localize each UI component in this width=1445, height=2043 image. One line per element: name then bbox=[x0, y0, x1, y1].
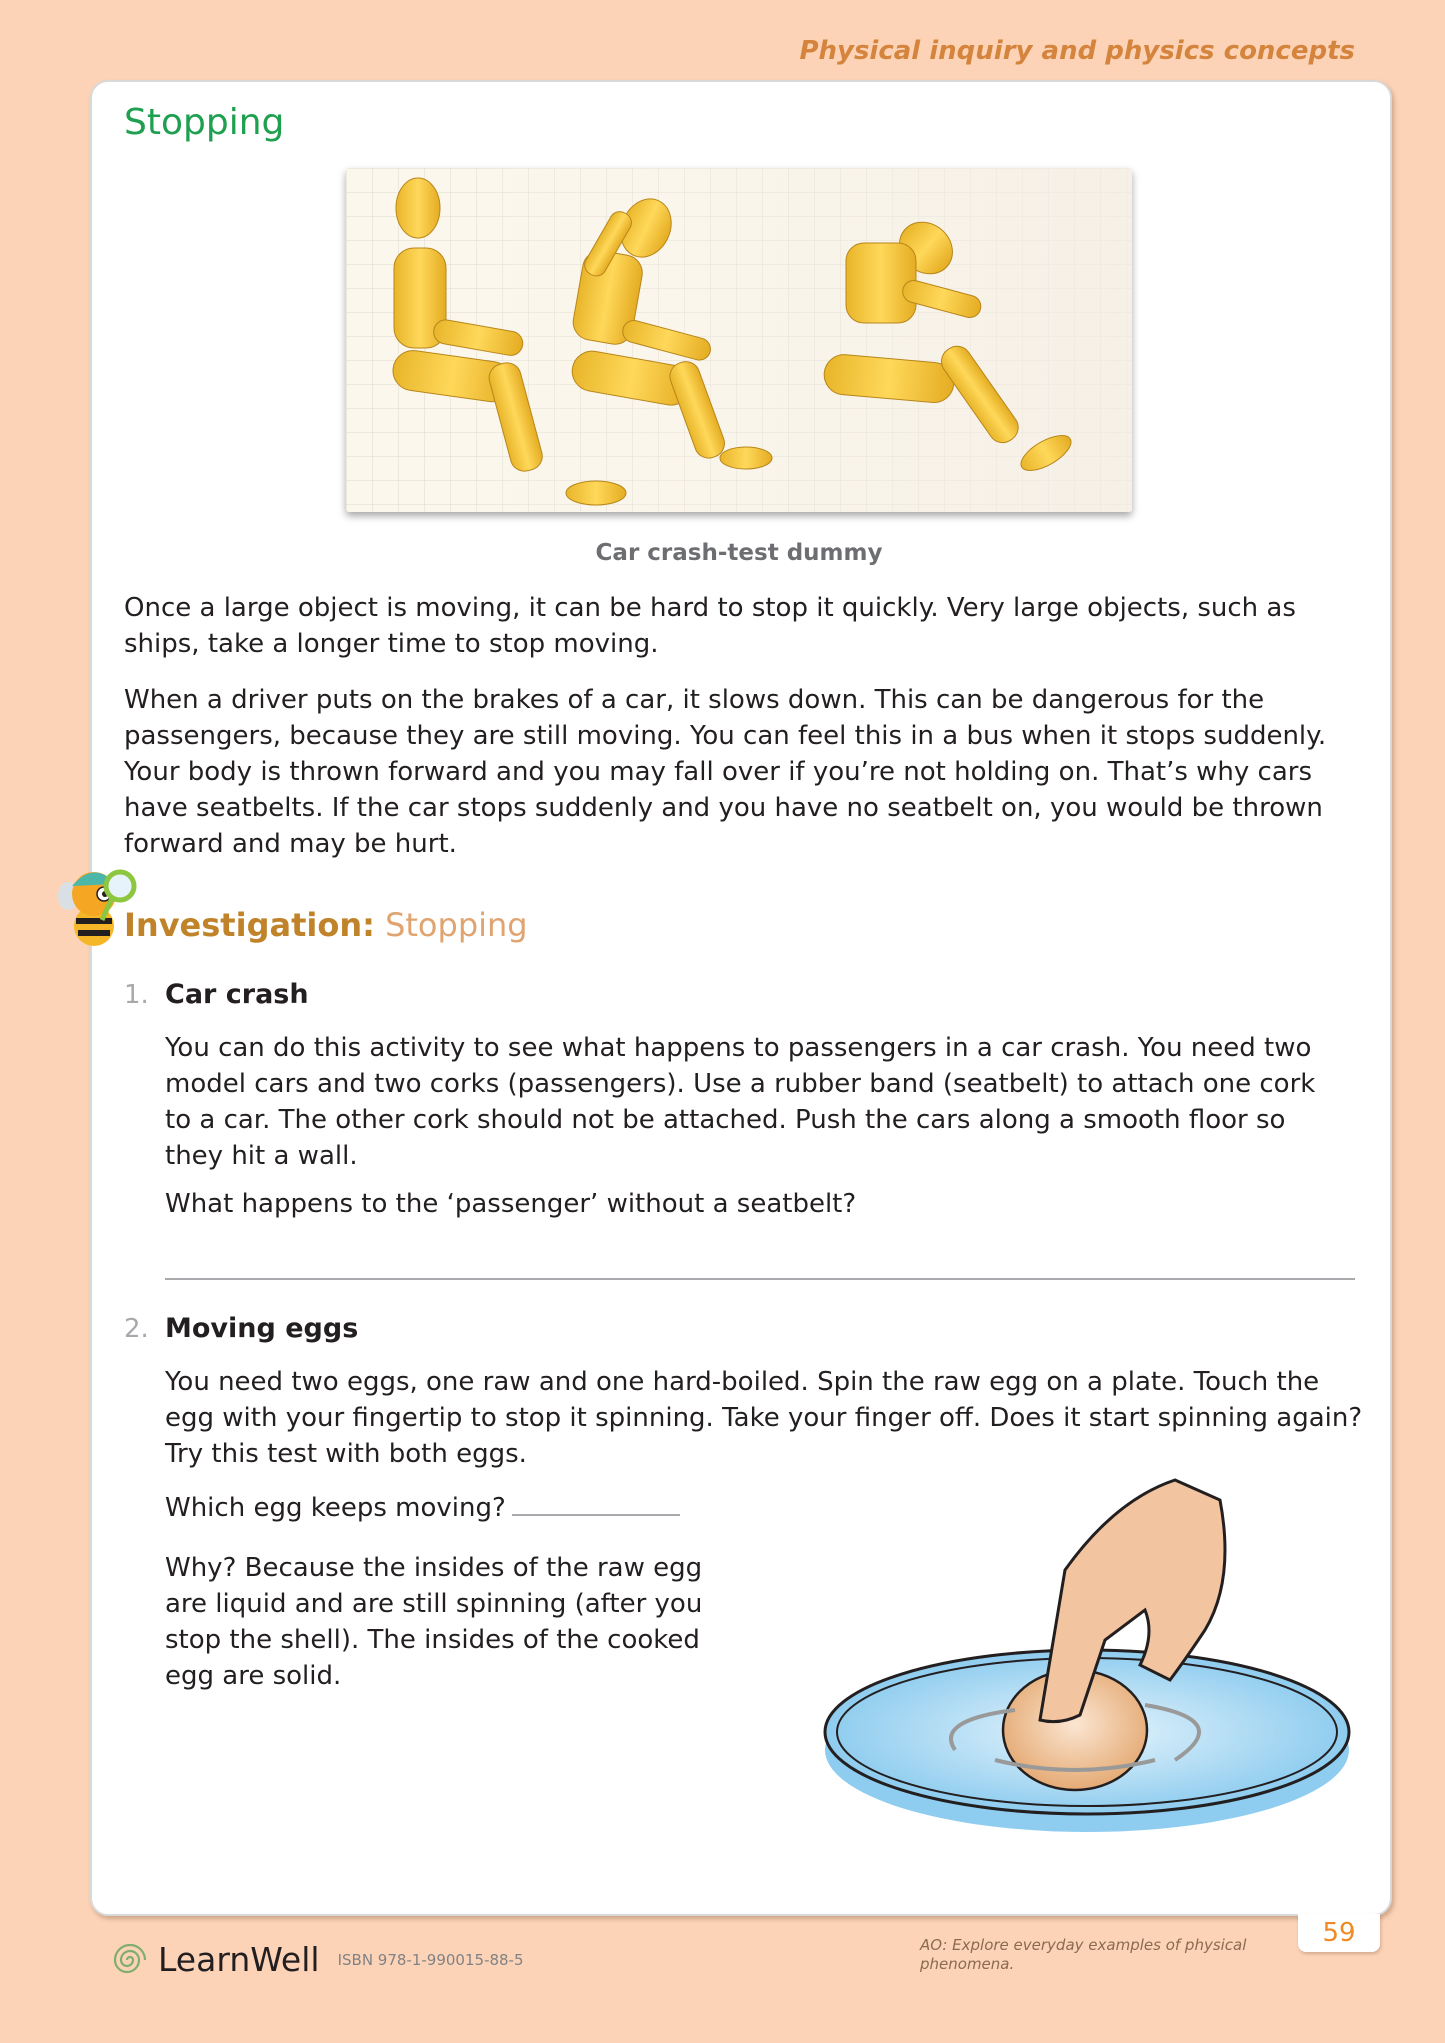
answer-line[interactable] bbox=[165, 1278, 1355, 1280]
investigation-topic: Stopping bbox=[385, 906, 528, 944]
spiral-logo-icon bbox=[112, 1942, 148, 1978]
paragraph-1: Once a large object is moving, it can be hard to stop it quickly. Very large objects, such as ships, take a longer time to stop moving. bbox=[124, 593, 1296, 659]
finger-spinning-egg-icon bbox=[815, 1460, 1375, 1840]
question-text: Which egg keeps moving? bbox=[165, 1493, 506, 1523]
footer-logo bbox=[112, 1940, 524, 1979]
assessment-objective: AO: Explore everyday examples of physical phenomena. bbox=[920, 1936, 1247, 1973]
question-car-crash: What happens to the ‘passenger’ without a seatbelt? bbox=[165, 1189, 857, 1219]
chapter-title: Physical inquiry and physics concepts bbox=[799, 36, 1355, 66]
investigation-heading bbox=[124, 906, 528, 944]
item-title-moving-eggs: Moving eggs bbox=[165, 1313, 359, 1344]
question-moving-eggs bbox=[165, 1490, 680, 1526]
figure-caption: Car crash-test dummy bbox=[595, 540, 883, 566]
page-number: 59 bbox=[1298, 1914, 1380, 1952]
investigation-label: Investigation: bbox=[124, 906, 375, 944]
answer-blank[interactable] bbox=[512, 1514, 680, 1516]
item-number: 1. bbox=[124, 980, 149, 1010]
item-body-moving-eggs: You need two eggs, one raw and one hard-boiled. Spin the raw egg on a plate. Touch the egg with your fingertip to stop it spinning. Take your finger off. Does it start spinning again? Try this test with both eggs. bbox=[165, 1367, 1363, 1469]
item-title-car-crash: Car crash bbox=[165, 979, 309, 1010]
isbn: ISBN 978-1-990015-88-5 bbox=[337, 1950, 524, 1969]
brand-name: LearnWell bbox=[158, 1940, 320, 1979]
crash-test-dummies-illustration bbox=[346, 168, 1132, 512]
paragraph-2: When a driver puts on the brakes of a car, it slows down. This can be dangerous for the passengers, because they are still moving. You can feel this in a bus when it stops suddenly. Your body is thrown forward and you may fall over if you’re not holding on. That’s why cars have seatbelts. If the car stops suddenly and you have no seatbelt on, you would be thrown forward and may be hurt. bbox=[124, 685, 1327, 859]
section-title: Stopping bbox=[124, 102, 285, 143]
item-number: 2. bbox=[124, 1314, 149, 1344]
explanation-moving-eggs: Why? Because the insides of the raw egg are liquid and are still spinning (after you stop the shell). The insides of the cooked egg are solid. bbox=[165, 1553, 703, 1691]
item-body-car-crash: You can do this activity to see what happens to passengers in a car crash. You need two model cars and two corks (passengers). Use a rubber band (seatbelt) to attach one cork to a car. The other cork should not be attached. Push the cars along a smooth floor so they hit a wall. bbox=[165, 1033, 1316, 1171]
